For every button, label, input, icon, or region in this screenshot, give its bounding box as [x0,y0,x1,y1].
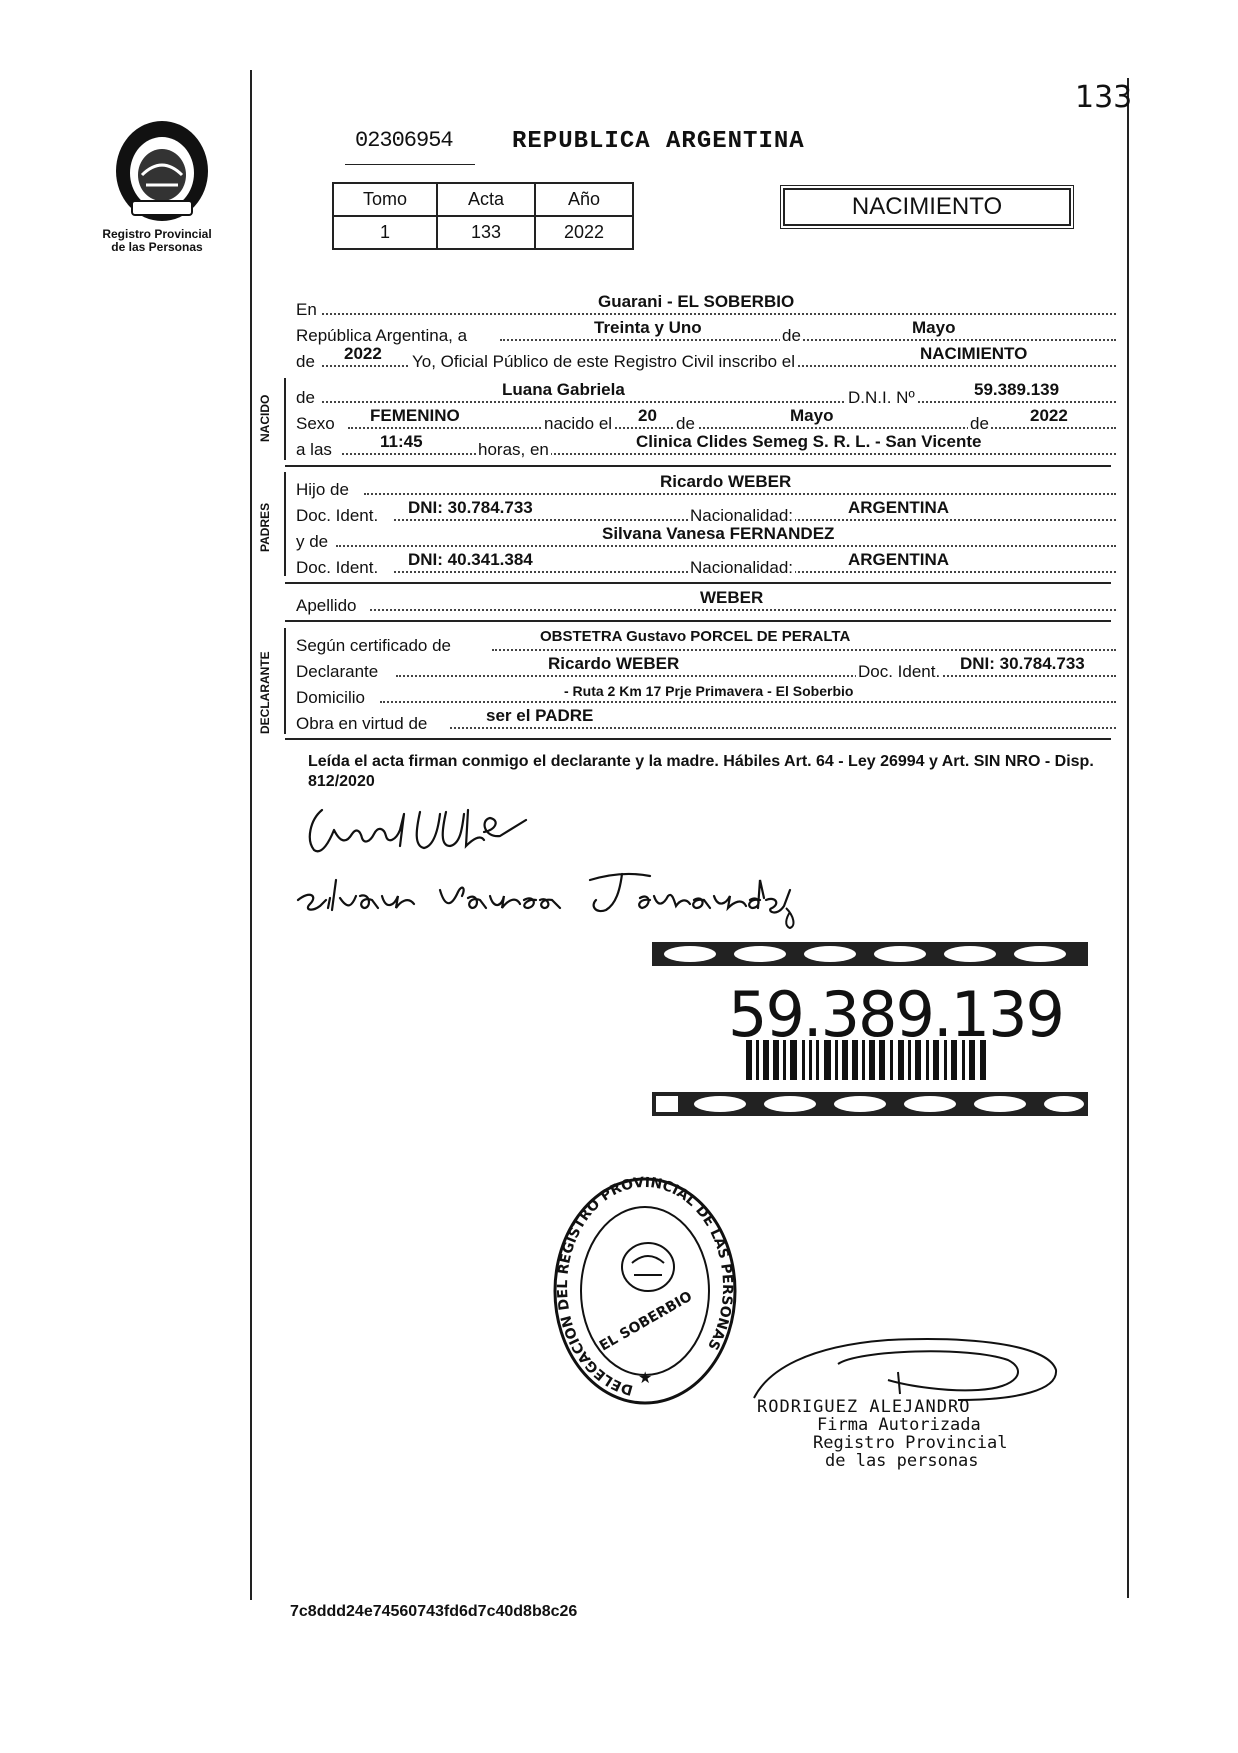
volume-header-acta: Acta [437,183,535,216]
authority-stamp [757,1398,1007,1470]
label-father-doc: Doc. Ident. [296,506,379,525]
label-nacido-el: nacido el [544,414,613,433]
label-de-year: de [296,352,315,371]
logo-caption: Registro Provincial de las Personas [102,227,212,254]
mother-name-value: Silvana Vanesa FERNANDEZ [602,524,835,543]
row-year [296,344,1116,374]
father-doc-value: DNI: 30.784.733 [408,498,533,517]
label-mother-doc: Doc. Ident. [296,558,379,577]
volume-header-tomo: Tomo [333,183,437,216]
label-de-birth-year: de [970,414,989,433]
declarante-doc-value: DNI: 30.784.733 [960,654,1085,673]
row-domicilio [296,683,1116,710]
volume-value-tomo: 1 [333,216,437,249]
nacido-brace [284,378,286,460]
padres-brace [284,472,286,576]
place-value: Guarani - EL SOBERBIO [598,292,795,311]
separator-nacido [285,465,1111,467]
label-de-birth-month: de [676,414,695,433]
declarante-value: Ricardo WEBER [548,654,680,673]
volume-value-ano: 2022 [535,216,633,249]
certificado-value: OBSTETRA Gustavo PORCEL DE PERALTA [540,628,851,645]
label-sexo: Sexo [296,414,335,433]
row-declarante [296,654,1116,684]
authority-line3: Registro Provincial [813,1433,1008,1453]
label-horas-en: horas, en [478,440,549,459]
label-declarante: Declarante [296,662,379,681]
label-dni: D.N.I. Nº [848,388,915,407]
authority-line4: de las personas [825,1451,979,1471]
right-margin-line [1127,78,1129,1598]
label-certificado: Según certificado de [296,636,451,655]
serial-number: 02306954 [355,128,453,153]
row-nacido-time [296,432,1116,462]
section-declarante: DECLARANTE [258,651,272,734]
row-mother-doc [296,550,1116,580]
month-value: Mayo [912,318,956,337]
declarante-brace [284,628,286,734]
signature-silvana-fernandez [290,860,810,930]
father-nat-value: ARGENTINA [848,498,950,517]
label-obra: Obra en virtud de [296,714,428,733]
stamp-emblem-icon [622,1243,674,1291]
obra-value: ser el PADRE [486,706,594,725]
stamp-ring-text: DELEGACION DEL REGISTRO PROVINCIAL DE LAS PERSONAS [554,1175,736,1398]
domicilio-value: - Ruta 2 Km 17 Prje Primavera - El Soberbio [564,683,854,699]
label-mother-nat: Nacionalidad: [690,558,794,577]
act-value: NACIMIENTO [920,344,1028,363]
country-title: REPUBLICA ARGENTINA [512,128,805,155]
row-obra [296,706,1116,736]
signature-ricardo-weber [300,800,540,860]
authority-name: RODRIGUEZ ALEJANDRO [757,1397,971,1417]
left-margin-line [250,70,252,1600]
volume-header-ano: Año [535,183,633,216]
volume-value-acta: 133 [437,216,535,249]
label-domicilio: Domicilio [296,688,365,707]
label-y-de: y de [296,532,329,551]
label-hijo-de: Hijo de [296,480,349,499]
provincial-seal-icon [112,115,212,227]
mother-nat-value: ARGENTINA [848,550,950,569]
act-type-box: NACIMIENTO [783,188,1071,226]
inscribe-text: Yo, Oficial Público de este Registro Civil inscribo el [412,352,795,371]
label-father-nat: Nacionalidad: [690,506,794,525]
label-a-las: a las [296,440,332,459]
row-en [296,292,1116,322]
sticker-dni-number: 59.389.139 [728,978,1063,1051]
father-name-value: Ricardo WEBER [660,472,792,491]
label-de-name: de [296,388,315,407]
stamp-inner-text: EL SOBERBIO [596,1288,696,1355]
stamp-star-icon: ★ [638,1370,653,1387]
serial-underline [345,164,475,165]
document-hash: 7c8ddd24e74560743fd6d7c40d8b8c26 [290,1603,578,1620]
birth-month-value: Mayo [790,406,834,425]
row-apellido [296,588,1116,618]
birth-day-value: 20 [638,406,657,425]
section-nacido: NACIDO [258,394,272,442]
label-en: En [296,300,317,319]
day-words-value: Treinta y Uno [594,318,702,337]
authority-line2: Firma Autorizada [817,1415,981,1435]
round-stamp [550,1175,740,1410]
closing-statement: Leída el acta firman conmigo el declarante y la madre. Hábiles Art. 64 - Ley 26994 y Art. SIN NRO - Disp. 812/2020 [308,753,1094,790]
section-padres: PADRES [258,502,272,552]
separator-apellido [285,620,1111,622]
birth-location-value: Clinica Clides Semeg S. R. L. - San Vicente [636,432,982,451]
child-dni-value: 59.389.139 [974,380,1060,399]
year-value: 2022 [344,344,382,363]
mother-doc-value: DNI: 40.341.384 [408,550,533,569]
page-number: 133 [1075,80,1133,115]
label-declarante-doc: Doc. Ident. [858,662,941,681]
label-apellido: Apellido [296,596,357,615]
birth-time-value: 11:45 [380,432,423,451]
volume-table [332,182,634,250]
separator-declarante [285,738,1111,740]
label-de-month: de [782,326,801,345]
birth-year-value: 2022 [1030,406,1068,425]
apellido-value: WEBER [700,588,764,607]
label-republica: República Argentina, a [296,326,468,345]
sexo-value: FEMENINO [370,406,460,425]
child-name-value: Luana Gabriela [502,380,625,399]
separator-padres [285,582,1111,584]
